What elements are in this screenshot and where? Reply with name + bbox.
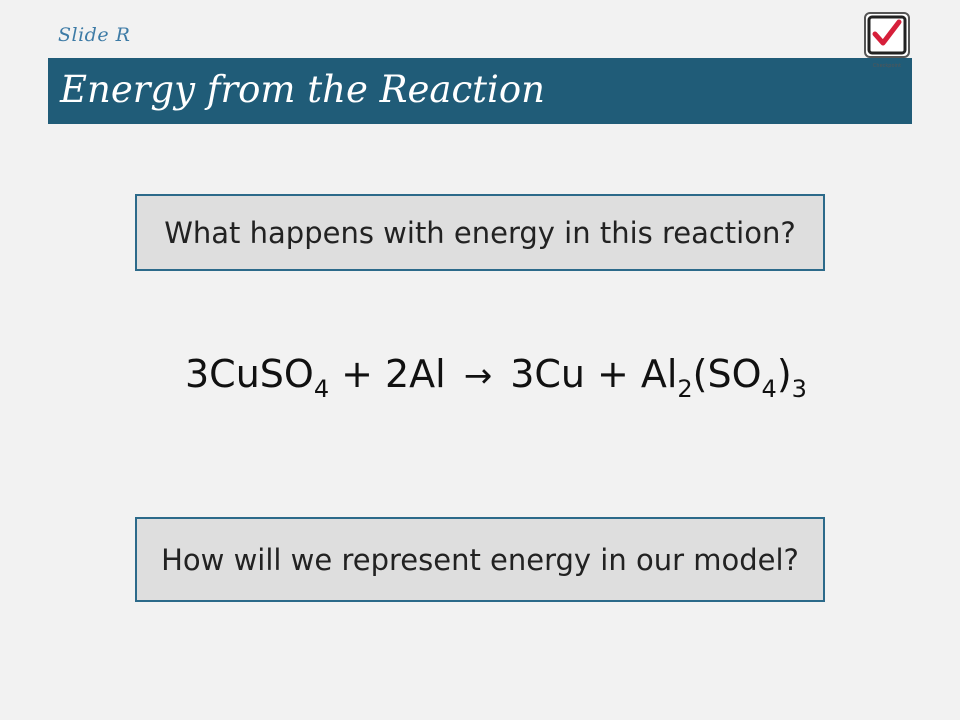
reactant-aluminum: 2Al	[384, 352, 446, 396]
question-box-energy-reaction: What happens with energy in this reaction?	[135, 194, 825, 271]
question-box-energy-model: How will we represent energy in our model?	[135, 517, 825, 602]
product-copper: 3Cu	[510, 352, 585, 396]
plus-sign: +	[341, 352, 373, 396]
product-aluminum-sulfate: $Al_2(SO_4)_3$	[640, 352, 807, 403]
plus-sign: +	[596, 352, 629, 396]
title-bar	[48, 58, 912, 124]
reactant-copper-sulfate: 3CuSO$_4$	[185, 352, 330, 403]
slide-title: Energy from the Reaction	[60, 68, 545, 111]
chemical-equation	[185, 352, 807, 412]
slide-label: Slide R	[58, 24, 131, 46]
reaction-arrow: →	[463, 356, 493, 396]
checkbox-check-icon	[862, 11, 912, 71]
icon-caption: Checkpoint	[872, 63, 902, 69]
